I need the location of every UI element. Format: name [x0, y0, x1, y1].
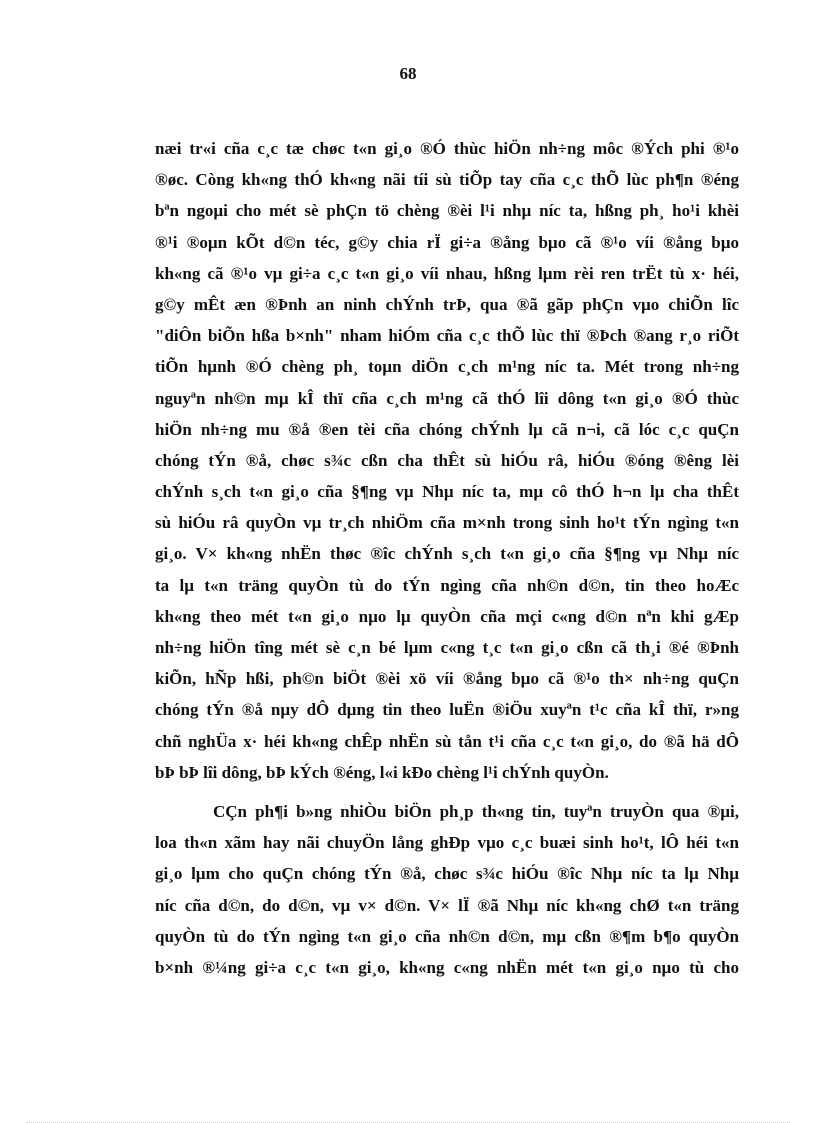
body-text: [155, 133, 739, 983]
page-number: 68: [399, 64, 417, 83]
text-line: næi tr«i cña c¸c tæ chøc t«n gi¸o ®Ó thùc hiÖn nh÷ng môc ®Ých phi ®¹o: [155, 139, 739, 158]
text-line: "diÔn biÕn hßa b×nh" nham hiÓm cña c¸c thÕ lùc thï ®Þch ®ang r¸o riÕt: [155, 326, 739, 346]
text-line: kiÕn, hÑp hßi, ph©n biÖt ®èi xö víi ®ång bµo cã ®¹o th× nh÷ng quÇn: [155, 669, 739, 689]
text-line: kh«ng theo mét t«n gi¸o nµo lµ quyÒn cña mçi c«ng d©n nªn khi gÆp: [155, 606, 739, 626]
text-line: níc cña d©n, do d©n, vµ v× d©n. V× lÏ ®ã Nhµ níc kh«ng chØ t«n träng: [155, 895, 739, 915]
text-line: b×nh ®¼ng gi÷a c¸c t«n gi¸o, kh«ng c«ng nhËn mét t«n gi¸o nµo tù cho: [155, 957, 739, 977]
text-line: chÝnh s¸ch t«n gi¸o cña §¶ng vµ Nhµ níc ta, mµ cô thÓ h¬n lµ cha thÊt: [155, 482, 739, 502]
text-line: ta lµ t«n träng quyÒn tù do tÝn ngìng cña nh©n d©n, tin theo hoÆc: [155, 575, 739, 595]
text-line: chóng tÝn ®å nµy dÔ dµng tin theo luËn ®iÖu xuyªn t¹c cña kÎ thï, r»ng: [155, 700, 739, 720]
text-line: chñ nghÜa x· héi kh«ng chÊp nhËn sù tån t¹i cña c¸c t«n gi¸o, do ®ã hä dÔ: [155, 731, 739, 751]
text-line: chóng tÝn ®å, chøc s¾c cßn cha thÊt sù hiÓu râ, hiÓu ®óng ®êng lèi: [155, 450, 739, 470]
text-line: ®øc. Còng kh«ng thÓ kh«ng nãi tíi sù tiÕp tay cña c¸c thÕ lùc ph¶n ®éng: [155, 170, 739, 190]
text-line: gi¸o. V× kh«ng nhËn thøc ®îc chÝnh s¸ch t«n gi¸o cña §¶ng vµ Nhµ níc: [155, 544, 739, 564]
text-line: bÞ bÞ lîi dông, bÞ kÝch ®éng, l«i kÐo chèng l¹i chÝnh quyÒn.: [155, 762, 609, 782]
text-line: gi¸o lµm cho quÇn chóng tÝn ®å, chøc s¾c hiÓu ®îc Nhµ níc ta lµ Nhµ: [155, 864, 739, 884]
paragraph-gap: [155, 788, 739, 796]
text-line: tiÕn hµnh ®Ó chèng ph¸ toµn diÖn c¸ch m¹ng níc ta. Mét trong nh÷ng: [155, 357, 739, 377]
text-line: g©y mÊt æn ®Þnh an ninh chÝnh trÞ, qua ®ã gãp phÇn vµo chiÕn lîc: [155, 294, 739, 314]
text-line: loa th«n xãm hay nãi chuyÖn lång ghÐp vµo c¸c buæi sinh ho¹t, lÔ héi t«n: [155, 833, 739, 853]
text-line: sù hiÓu râ quyÒn vµ tr¸ch nhiÖm cña m×nh trong sinh ho¹t tÝn ngìng t«n: [155, 513, 739, 533]
text-line: CÇn ph¶i b»ng nhiÒu biÖn ph¸p th«ng tin, tuyªn truyÒn qua ®µi,: [213, 801, 739, 821]
text-line: nh÷ng hiÖn tîng mét sè c¸n bé lµm c«ng t¸c t«n gi¸o cßn cã th¸i ®é ®Þnh: [155, 638, 739, 657]
text-line: kh«ng cã ®¹o vµ gi÷a c¸c t«n gi¸o víi nhau, hßng lµm rèi ren trËt tù x· héi,: [155, 263, 739, 283]
text-line: nguyªn nh©n mµ kÎ thï cña c¸ch m¹ng cã thÓ lîi dông t«n gi¸o ®Ó thùc: [155, 388, 739, 408]
text-line: ®¹i ®oµn kÕt d©n téc, g©y chia rÏ gi÷a ®ång bµo cã ®¹o víi ®ång bµo: [155, 232, 739, 252]
text-line: bªn ngoµi cho mét sè phÇn tö chèng ®èi l¹i nhµ níc ta, hßng ph¸ ho¹i khèi: [155, 201, 739, 221]
text-line: hiÖn nh÷ng mu ®å ®en tèi cña chóng chÝnh lµ cã n¬i, cã lóc c¸c quÇn: [155, 419, 739, 439]
text-line: quyÒn tù do tÝn ngìng t«n gi¸o cña nh©n d©n, mµ cßn ®¶m b¶o quyÒn: [155, 926, 739, 946]
